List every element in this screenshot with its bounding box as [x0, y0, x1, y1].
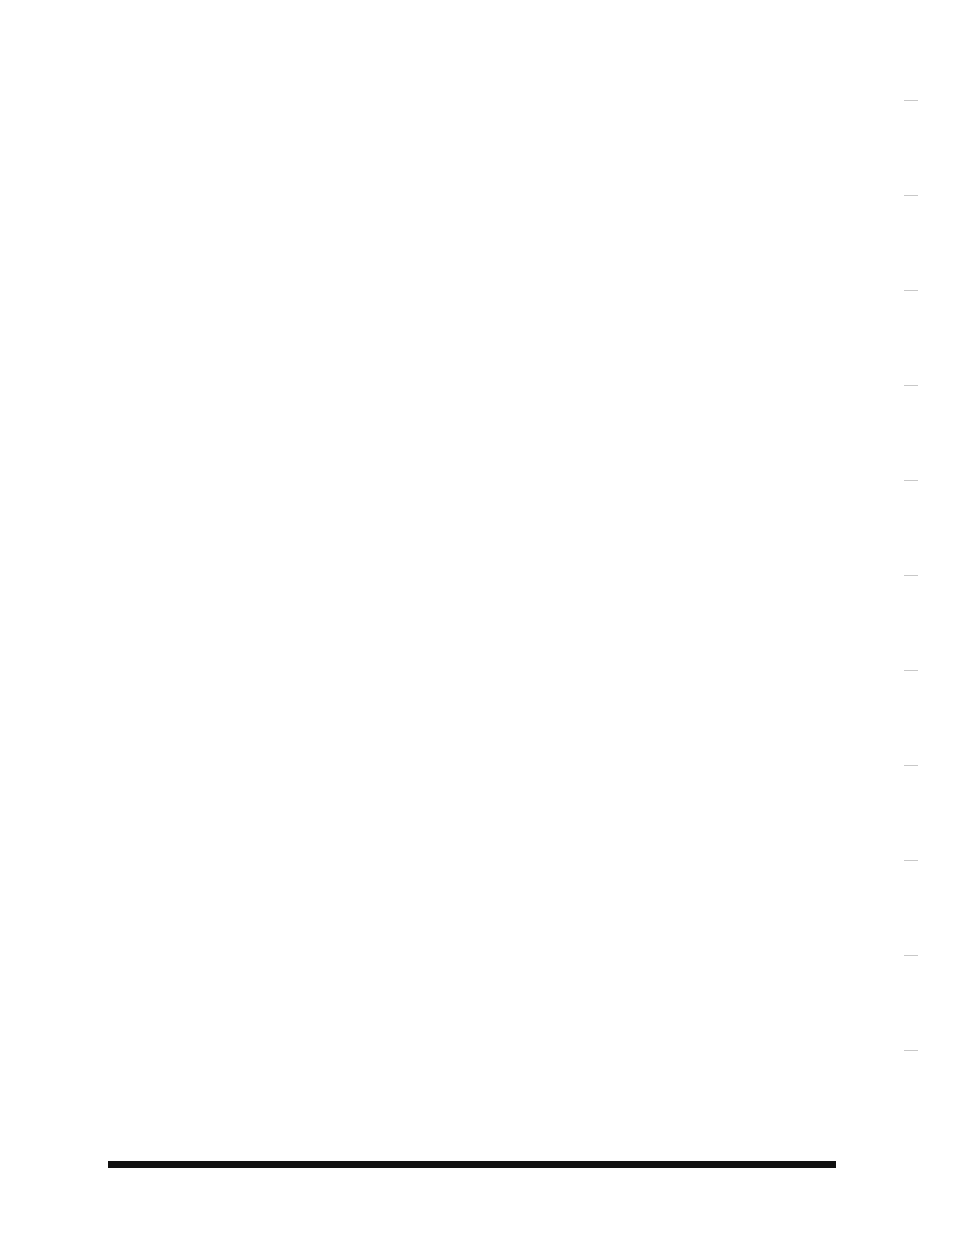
footer-rule	[108, 1161, 836, 1168]
download-footer	[0, 1220, 960, 1242]
page-edge-marks	[904, 100, 926, 1145]
